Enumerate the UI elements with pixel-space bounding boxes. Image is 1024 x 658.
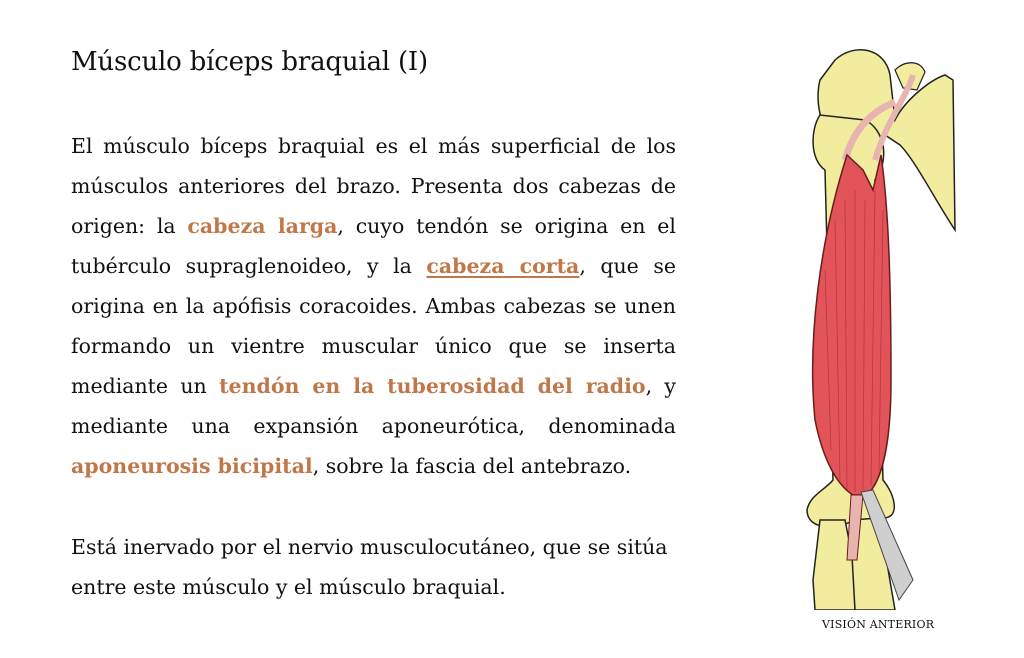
innervation-paragraph: Está inervado por el nervio musculocutáneo, que se sitúa entre este músculo y el músculo braquial. [71, 535, 668, 599]
link-short-head[interactable]: cabeza corta [426, 254, 580, 278]
link-bicipital-aponeurosis[interactable]: aponeurosis bicipital [71, 454, 313, 478]
text-run: , y mediante una expansión aponeurótica, denominada [71, 374, 676, 438]
text-run: El músculo bíceps braquial es el más superficial de los músculos anteriores del brazo. Presenta dos cabezas de origen: la [71, 134, 676, 238]
page-title: Músculo bíceps braquial (I) [71, 47, 428, 77]
description-paragraph [71, 126, 676, 486]
link-tendon-radius[interactable]: tendón en la tuberosidad del radio [219, 374, 646, 398]
figure-caption: VISIÓN ANTERIOR [822, 618, 935, 631]
text-run: , sobre la fascia del antebrazo. [312, 454, 632, 478]
text-run: , que se origina en la apófisis coracoides. Ambas cabezas se unen formando un vientre muscular único que se inserta mediante un [71, 254, 676, 398]
link-long-head[interactable]: cabeza larga [187, 214, 338, 238]
biceps-illustration [795, 40, 960, 610]
text-run: , cuyo tendón se origina en el tubérculo supraglenoideo, y la [71, 214, 676, 278]
